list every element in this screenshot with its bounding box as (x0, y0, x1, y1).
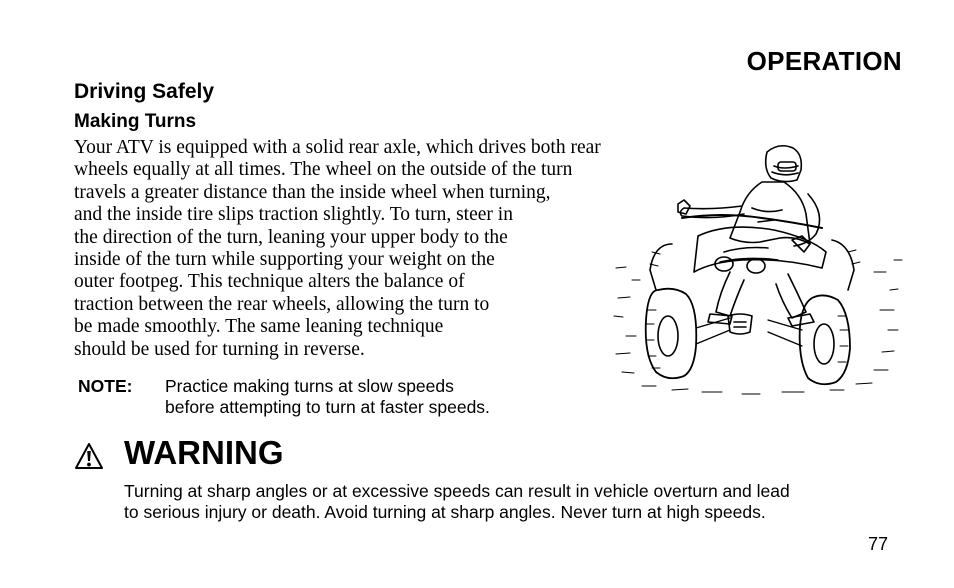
atv-rider-icon (612, 140, 904, 398)
note-line: Practice making turns at slow speeds (165, 376, 454, 396)
body-line: traction between the rear wheels, allowing the turn to (74, 293, 490, 315)
body-paragraph (74, 137, 601, 361)
body-line: outer footpeg. This technique alters the balance of (74, 271, 465, 293)
section-header: OPERATION (746, 46, 902, 76)
body-line: travels a greater distance than the inside wheel when turning, (74, 181, 551, 203)
warning-text (124, 481, 790, 523)
body-line: the direction of the turn, leaning your upper body to the (74, 226, 508, 248)
warning-line: to serious injury or death. Avoid turning at sharp angles. Never turn at high speeds. (124, 502, 766, 522)
subheading-making-turns: Making Turns (74, 111, 197, 132)
body-line: wheels equally at all times. The wheel on the outside of the turn (74, 159, 573, 181)
body-line: should be used for turning in reverse. (74, 338, 365, 360)
warning-title: WARNING (124, 434, 284, 471)
note-text (165, 376, 490, 418)
body-line: and the inside tire slips traction slightly. To turn, steer in (74, 204, 513, 226)
body-line: be made smoothly. The same leaning technique (74, 316, 444, 338)
body-line: inside of the turn while supporting your weight on the (74, 249, 495, 271)
note-line: before attempting to turn at faster speeds. (165, 397, 490, 417)
page-number: 77 (867, 534, 888, 554)
note-label: NOTE: (78, 376, 133, 396)
body-line: Your ATV is equipped with a solid rear axle, which drives both rear (74, 137, 601, 158)
warning-line: Turning at sharp angles or at excessive speeds can result in vehicle overturn and lead (124, 481, 790, 501)
heading-driving-safely: Driving Safely (74, 80, 215, 103)
warning-triangle-icon (75, 443, 103, 469)
